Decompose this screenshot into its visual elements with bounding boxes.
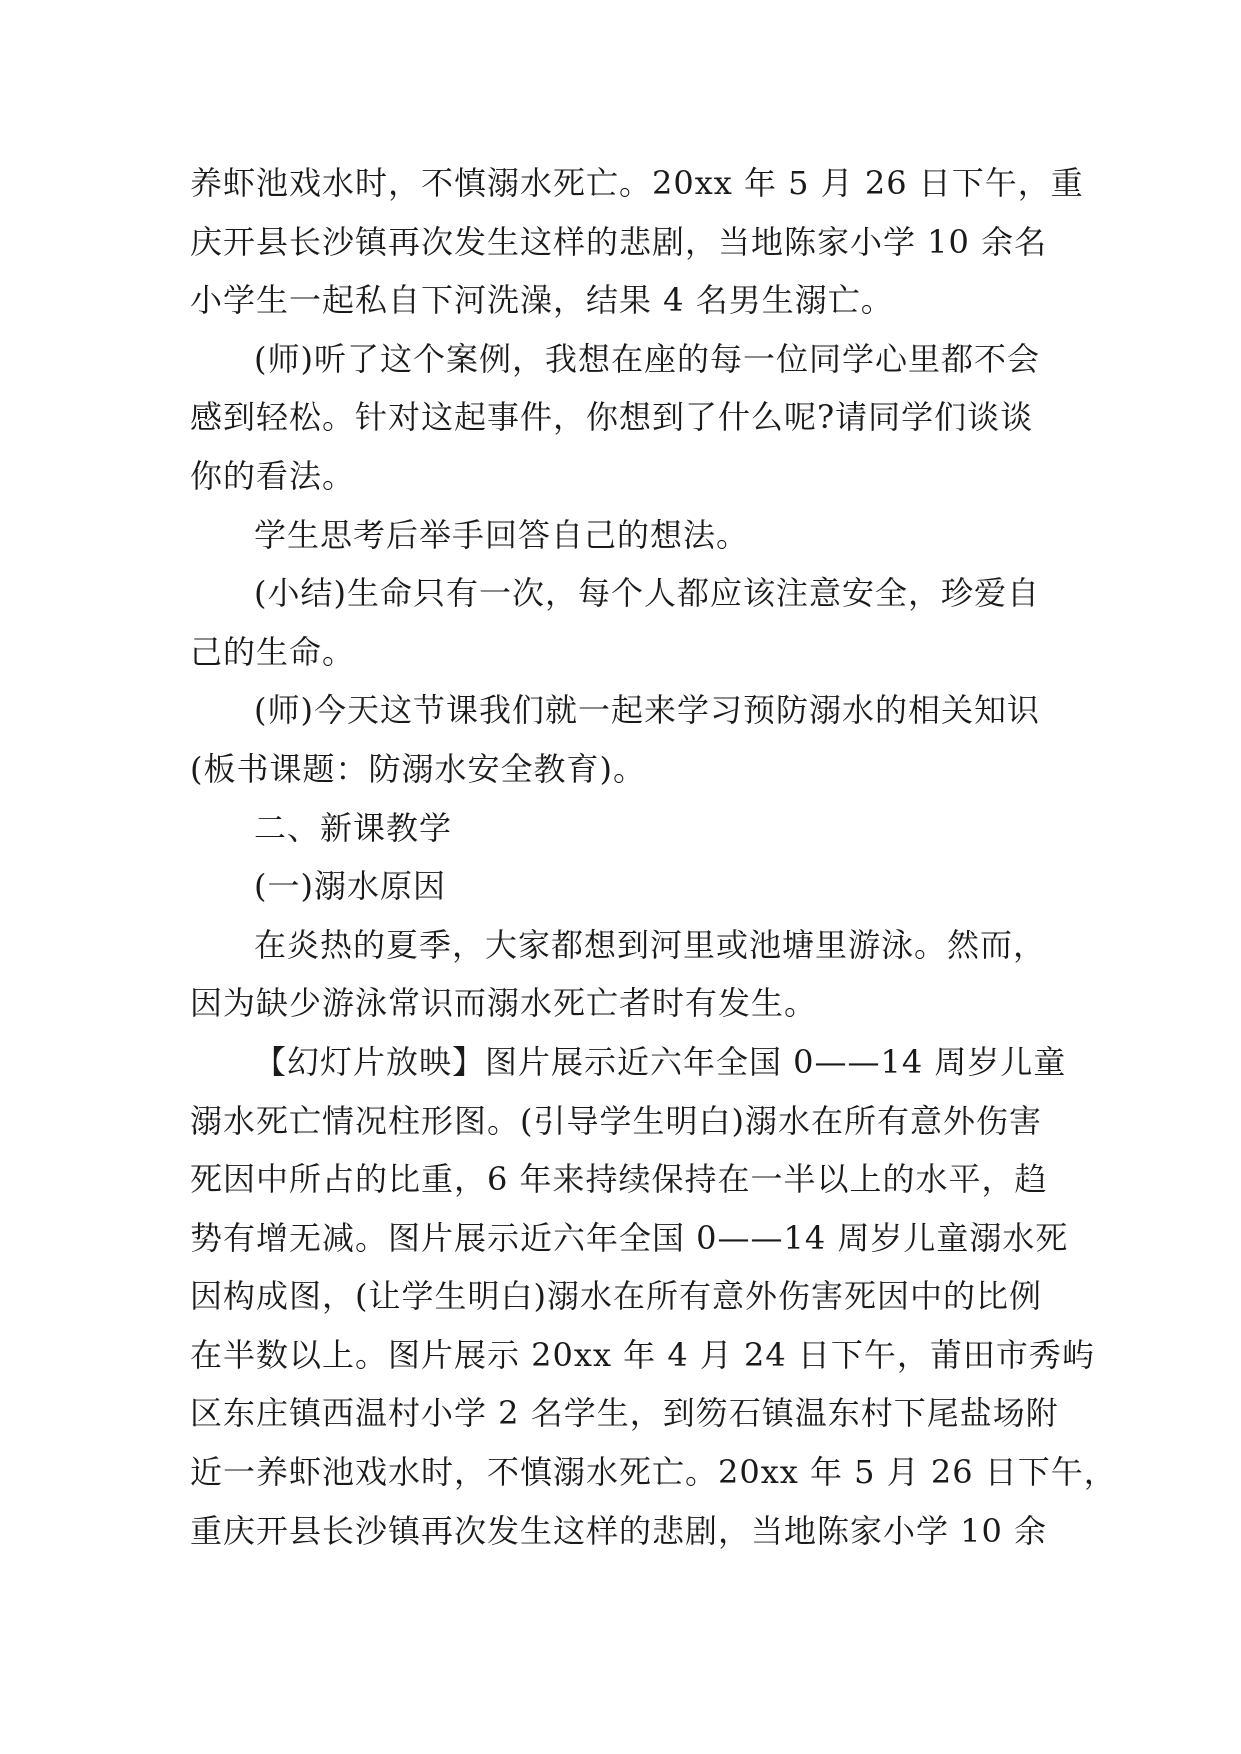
text-line: (一)溺水原因 (254, 867, 446, 906)
text-line: (板书课题：防溺水安全教育)。 (190, 749, 646, 788)
text-line: (师)今天这节课我们就一起来学习预防溺水的相关知识 (254, 691, 1040, 730)
paragraph-teacher-question (190, 330, 1050, 506)
text-line: 区东庄镇西温村小学 2 名学生，到笏石镇温东村下尾盐场附 (190, 1394, 1059, 1433)
text-line: 重庆开县长沙镇再次发生这样的悲剧，当地陈家小学 10 余 (190, 1511, 1048, 1550)
text-line: 二、新课教学 (254, 808, 453, 847)
text-line: 溺水死亡情况柱形图。(引导学生明白)溺水在所有意外伤害 (190, 1101, 1042, 1140)
text-line: 感到轻松。针对这起事件，你想到了什么呢?请同学们谈谈 (190, 398, 1034, 437)
paragraph-slideshow (190, 1033, 1117, 1560)
text-line: 庆开县长沙镇再次发生这样的悲剧，当地陈家小学 10 余名 (190, 222, 1048, 261)
text-line: 己的生命。 (190, 632, 356, 671)
paragraph-student-answer (190, 506, 1050, 565)
text-line: 因构成图，(让学生明白)溺水在所有意外伤害死因中的比例 (190, 1277, 1042, 1316)
document-page (190, 154, 1117, 1560)
text-line: 在半数以上。图片展示 20xx 年 4 月 24 日下午，莆田市秀屿 (190, 1335, 1095, 1374)
paragraph-case-continued (190, 154, 1084, 330)
text-line: (师)听了这个案例，我想在座的每一位同学心里都不会 (254, 339, 1040, 378)
text-line: (小结)生命只有一次，每个人都应该注意安全，珍爱自 (254, 574, 1040, 613)
paragraph-summer-swimming (190, 916, 1050, 1033)
text-line: 学生思考后举手回答自己的想法。 (254, 515, 750, 554)
text-line: 你的看法。 (190, 456, 356, 495)
paragraph-topic-intro (190, 681, 1050, 798)
paragraph-summary (190, 564, 1050, 681)
text-line: 因为缺少游泳常识而溺水死亡者时有发生。 (190, 984, 818, 1023)
section-heading-new-lesson (190, 799, 1050, 858)
text-line: 死因中所占的比重，6 年来持续保持在一半以上的水平，趋 (190, 1160, 1048, 1199)
text-line: 近一养虾池戏水时，不慎溺水死亡。20xx 年 5 月 26 日下午， (190, 1453, 1117, 1492)
text-line: 养虾池戏水时，不慎溺水死亡。20xx 年 5 月 26 日下午，重 (190, 164, 1084, 202)
text-line: 【幻灯片放映】图片展示近六年全国 0——14 周岁儿童 (254, 1042, 1067, 1081)
text-line: 在炎热的夏季，大家都想到河里或池塘里游泳。然而， (254, 925, 1047, 964)
text-line: 势有增无减。图片展示近六年全国 0——14 周岁儿童溺水死 (190, 1218, 1069, 1257)
subsection-heading-causes (190, 857, 1050, 916)
text-line: 小学生一起私自下河洗澡，结果 4 名男生溺亡。 (190, 281, 894, 320)
